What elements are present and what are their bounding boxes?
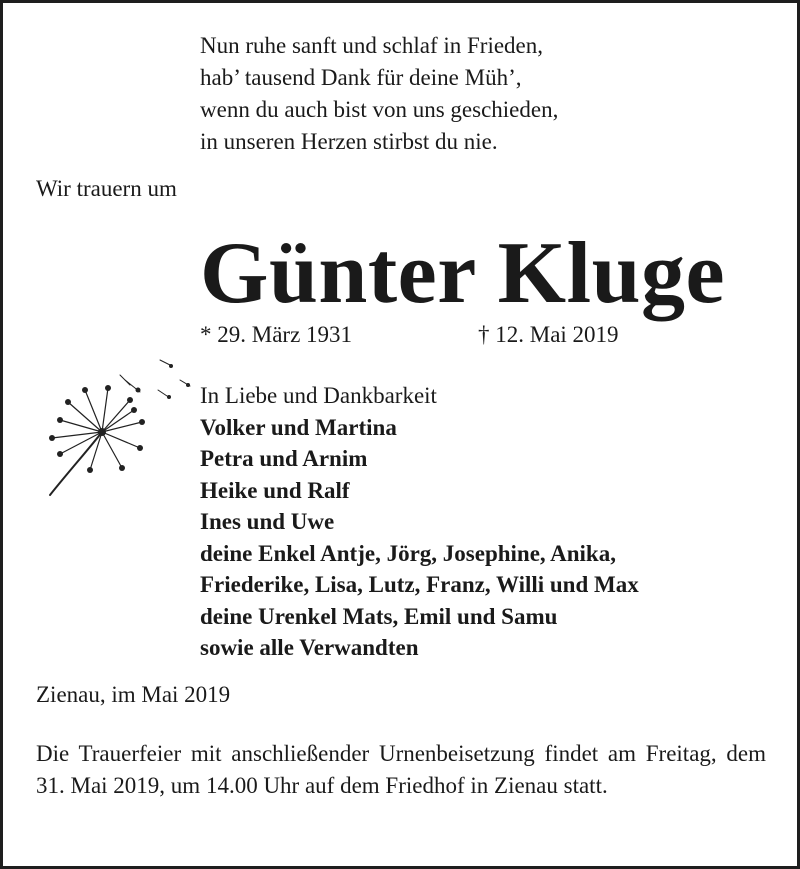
mourner-line: Volker und Martina bbox=[200, 414, 397, 440]
mourner-line: Ines und Uwe bbox=[200, 509, 335, 534]
place-date: Zienau, im Mai 2019 bbox=[36, 682, 231, 707]
deceased-name: Günter Kluge bbox=[200, 225, 726, 322]
poem-line: hab’ tausend Dank für deine Müh’, bbox=[200, 65, 522, 90]
poem-line: Nun ruhe sanft und schlaf in Frieden, bbox=[200, 33, 544, 58]
birth-date: * 29. März 1931 bbox=[200, 322, 353, 347]
death-date: † 12. Mai 2019 bbox=[478, 322, 619, 347]
mourner-line: sowie alle Verwandten bbox=[200, 635, 419, 660]
intro-text: Wir trauern um bbox=[36, 176, 177, 201]
mourner-line: deine Urenkel Mats, Emil und Samu bbox=[200, 603, 558, 629]
funeral-notice: Die Trauerfeier mit anschließender Urnenbeisetzung findet am Freitag, dem 31. Mai 2019, um 14.00 Uhr auf dem Friedhof in Zienau statt. bbox=[36, 741, 766, 798]
mourner-line: Heike und Ralf bbox=[200, 477, 350, 503]
poem-line: wenn du auch bist von uns geschieden, bbox=[200, 97, 559, 122]
mourner-line: Friederike, Lisa, Lutz, Franz, Willi und Max bbox=[200, 572, 639, 597]
poem bbox=[200, 30, 558, 158]
mourners-list bbox=[200, 380, 639, 664]
poem-line: in unseren Herzen stirbst du nie. bbox=[200, 129, 498, 154]
mourner-line: Petra und Arnim bbox=[200, 446, 368, 471]
mourner-line: deine Enkel Antje, Jörg, Josephine, Anika, bbox=[200, 540, 616, 566]
dandelion-icon bbox=[30, 350, 200, 500]
mourners-lead: In Liebe und Dankbarkeit bbox=[200, 383, 437, 408]
